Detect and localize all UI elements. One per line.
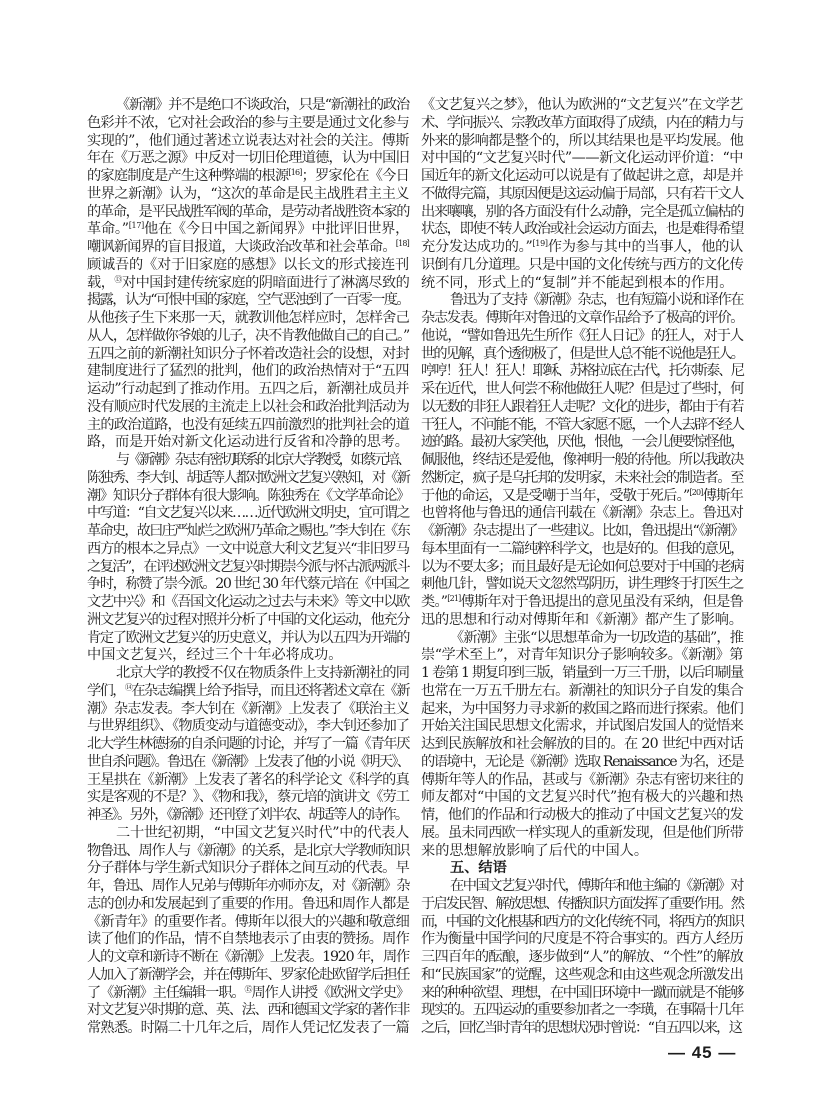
text-line: 以为不要太多；而且最好是无论如何总要对于中国的老病 [421,558,744,575]
text-line: 的革命，是平民战胜军阀的革命，是劳动者战胜资本家的 [87,203,410,220]
paragraph [421,878,743,1038]
text-line: 之后，回忆当时青年的思想状况时曾说：“自五四以来，这 [421,1020,742,1036]
text-line: 国近年的新文化运动可以说是有了做起讲之意，却是并 [421,168,743,184]
text-line: 主的政治道路，也没有延续五四前激烈的批判社会的道 [87,416,409,433]
text-line: 运动”行动起到了推动作用。五四之后，新潮社成员并 [87,381,409,397]
text-line: 西方的根本之异点》一文中说意大利文艺复兴“非旧罗马 [87,540,409,557]
text-line: 也曾将他与鲁迅的通信刊载在《新潮》杂志上。鲁迅对 [421,505,743,522]
text-line: 《新潮》并不是绝口不谈政治，只是“新潮社的政治 [116,97,409,113]
text-line: 类。”[21]傅斯年对于鲁迅提出的意见虽没有采纳，但是鲁 [421,594,743,610]
text-line: 他说，“譬如鲁迅先生所作《狂人日记》的狂人，对于人 [421,327,743,344]
text-line: 的语境中，无论是《新潮》选取 Renaissance 为名，还是 [421,753,743,770]
text-line: 《新潮》杂志提出了一些建议。比如，鲁迅提出“《新潮》 [421,523,743,539]
text-line: 肯定了欧洲文艺复兴的历史意义，并认为以五四为开端的 [87,629,410,646]
text-line: 实现的”，他们通过著述立说表达对社会的关注。傅斯 [87,132,409,149]
text-line: 来的种种欲望、理想，在中国旧环境中一蹴而就是不能够 [421,984,744,1001]
text-line: 从人，怎样做你爷娘的儿子，决不肯教他做自己的自己。” [87,327,409,344]
citation-marker: ⑭ [124,682,132,692]
text-line: 了《新潮》主任编辑一职。⑮周作人讲授《欧洲文学史》 [87,984,409,1001]
text-line: 载，⑬对中国封建传统家庭的阴暗面进行了淋漓尽致的 [87,274,410,291]
text-line: 与《新潮》杂志有密切联系的北京大学教授，如蔡元培、 [116,452,409,468]
text-line: 作为衡量中国学问的尺度是不符合事实的。西方人经历 [421,931,743,948]
text-line: 师友都对“中国的文艺复兴时代”抱有极大的兴趣和热 [421,789,743,806]
text-line: 色彩并不浓，它对社会政治的参与主要是通过文化参与 [87,114,409,131]
text-line: 充分发达成功的。”[19]作为参与其中的当事人，他的认 [421,239,743,255]
text-line: 三四百年的酝酿，逐步做到“人”的解放、“个性”的解放 [421,949,743,965]
text-line: 潮》杂志发表。李大钊在《新潮》上发表了《联治主义 [87,700,409,717]
page-number: — 45 — [668,1043,737,1062]
text-line: 北京大学的教授不仅在物质条件上支持新潮社的同 [116,665,409,681]
text-line: 路，而是开始对新文化运动进行反省和冷静的思考。 [87,434,409,451]
text-line: 然断定，疯子是乌托邦的发明家，未来社会的制造者。至 [421,469,744,486]
text-line: 洲文艺复兴的过程对照并分析了中国的文化运动，他充分 [87,611,410,628]
text-line: 年在《万恶之源》中反对一切旧伦理道德，认为中国旧 [87,150,409,167]
citation-marker: ⑮ [244,984,252,994]
text-line: 干狂人，不问能不能，不管大家愿不愿，一个人去辟不经人 [421,416,744,433]
paragraph [421,630,743,861]
text-line: 出来嚷嚷，别的各方面没有什么动静，完全是孤立偏枯的 [421,203,744,220]
paragraph [421,292,743,629]
text-line: 神圣》。另外，《新潮》还刊登了刘半农、胡适等人的诗作。 [87,807,408,823]
text-line: 北大学生林德扬的自杀问题的讨论，并写了一篇《青年厌 [87,736,410,752]
text-line: 之复活”，在评述欧洲文艺复兴时期崇今派与怀古派两派斗 [87,558,409,575]
text-line: 争时，称赞了崇今派。20 世纪 30 年代蔡元培在《中国之 [87,576,409,593]
citation-marker: ⑬ [114,274,122,284]
text-line: 陈独秀、李大钊、胡适等人都对欧洲文艺复兴熟知，对《新 [87,469,410,486]
text-line: 常熟悉。时隔二十几年之后，周作人凭记忆发表了一篇 [87,1020,409,1036]
text-line: 在中国文艺复兴时代，傅斯年和他主编的《新潮》对 [450,878,743,894]
text-line: 状态，即使不转人政治或社会运动方面去，也是难得希望 [421,221,744,238]
text-line: 从他孩子生下来那一天，就教训他怎样应时，怎样舍己 [87,310,409,326]
text-line: 杂志发表。傅斯年对鲁迅的文章作品给予了极高的评价。 [421,310,744,326]
text-line: 于启发民智、解放思想、传播知识方面发挥了重要作用。然 [421,895,744,912]
text-line: 对文艺复兴时期的意、英、法、西和德国文学家的著作非 [87,1002,410,1019]
text-line: 中国文艺复兴，经过三个十年必将成功。 [87,647,343,664]
paragraph [87,452,409,665]
paragraph [87,825,409,1038]
text-line: 识倒有几分道理。只是中国的文化传统与西方的文化传 [421,256,743,273]
text-line: 鲁迅为了支持《新潮》杂志，也有短篇小说和译作在 [450,292,743,309]
text-line: 达到民族解放和社会解放的目的。在 20 世纪中西对话 [421,736,743,752]
text-line: 潮》知识分子群体有很大影响。陈独秀在《文学革命论》 [87,487,410,504]
text-line: 采在近代，世人何尝不称他做狂人呢？但是过了些时，何 [421,381,744,397]
text-line: 佩服他，终结还是爱他，像神明一般的待他。所以我敢决 [421,452,744,468]
text-line: 革命。”[17]他在《今日中国之新闻界》中批评旧世界， [87,221,409,238]
text-line: 物鲁迅、周作人与《新潮》的关系，是北京大学教师知识 [87,842,410,859]
text-line: 读了他们的作品，情不自禁地表示了由衷的赞扬。周作 [87,931,409,948]
text-line: 革命史，故曰庄严灿烂之欧洲乃革命之赐也。”李大钊在《东 [87,523,409,539]
text-line: 情，他们的作品和行动极大的推动了中国文艺复兴的发 [421,807,743,823]
text-line: 不做得完篇，其原因便是这运动偏于局部，只有若干文人 [421,185,744,202]
citation-marker: [19] [532,239,548,248]
text-line: 和“民族国家”的觉醒，这些观念和由这些观念所激发出 [421,966,743,983]
text-line: 刺他几针，譬如说天文忽然骂阴历，讲生理终于打医生之 [421,576,744,593]
citation-marker: [18] [395,239,409,248]
text-line: 实是客观的不是？》、《物和我》，蔡元培的演讲文《劳工 [87,789,409,806]
text-line: 迅的思想和行动对傅斯年和《新潮》都产生了影响。 [421,611,743,628]
citation-marker: [16] [288,168,302,177]
right-text-column [421,97,743,1038]
text-line: 对中国的“文艺复兴时代”——新文化运动评价道：“中 [421,150,743,167]
text-line: 世的见解，真个透彻极了，但是世人总不能不说他是狂人。 [421,345,744,362]
text-line: 嘲讽新闻界的盲目报道，大谈政治改革和社会革命。[18] [87,239,409,255]
text-line: 志的创办和发展起到了重要的作用。鲁迅和周作人都是 [87,895,409,912]
text-line: 展。虽未同西欧一样实现人的重新发现，但是他们所带 [421,824,743,841]
text-line: 文艺中兴》和《吾国文化运动之过去与未来》等文中以欧 [87,594,410,610]
text-line: 二十世纪初期，“中国文艺复兴时代”中的代表人 [116,824,409,841]
text-line: 以无数的非狂人跟着狂人走呢？文化的进步，都由于有若 [421,398,744,415]
paragraph [87,665,409,825]
paragraph [87,97,409,452]
text-line: 学们，⑭在杂志编撰上给予指导，而且还将著述文章在《新 [87,682,409,699]
text-line: 人加入了新潮学会，并在傅斯年、罗家伦赴欧留学后担任 [87,966,410,983]
text-line: 于他的命运，又是受嘲于当年，受敬于死后。”[20]傅斯年 [421,487,743,504]
text-line: 五四之前的新潮社知识分子怀着改造社会的设想，对封 [87,345,409,362]
text-line: 年，鲁迅、周作人兄弟与傅斯年亦师亦友，对《新潮》杂 [87,878,410,894]
text-line: 分子群体与学生新式知识分子群体之间互动的代表。早 [87,860,409,877]
text-line: 中写道：“自文艺复兴以来……近代欧洲文明史，宜可谓之 [87,505,409,522]
text-line: 每本里面有一二篇纯粹科学文，也是好的。但我的意见， [421,540,744,557]
text-line: 哼哼！狂人！狂人！耶稣、苏格拉底在古代，托尔斯泰、尼 [421,363,744,380]
text-line: 1 卷第 1 期复印到三版，销量到一万三千册，以后印刷量 [421,665,743,681]
text-line: 《新青年》的重要作者。傅斯年以很大的兴趣和敬意细 [87,913,409,930]
text-line: 人的文章和新诗不断在《新潮》上发表。1920 年，周作 [87,949,409,965]
text-line: 没有顺应时代发展的主流走上以社会和政治批判活动为 [87,398,409,415]
text-line: 《新潮》主张“以思想革命为一切改造的基础”，推 [450,629,743,646]
text-line: 也常在一万五千册左右。新潮社的知识分子自发的集合 [421,682,743,699]
text-line: 的家庭制度是产生这种弊端的根源[16]；罗家伦在《今日 [87,168,409,184]
text-line: 而，中国的文化根基和西方的文化传统不同，将西方的知识 [421,913,744,930]
left-text-column [87,97,409,1038]
section-heading [421,860,743,878]
text-line: 傅斯年等人的作品，甚或与《新潮》杂志有密切来往的 [421,771,743,788]
heading-text: 五、结语 [450,860,507,877]
paragraph [421,97,743,292]
text-line: 术、学问振兴、宗教改革方面取得了成绩，内在的精力与 [421,114,744,131]
citation-marker: [20] [689,487,703,497]
text-line: 王星拱在《新潮》上发表了著名的科学论文《科学的真 [87,771,409,788]
text-line: 迹的路。最初大家笑他，厌他，恨他，一会儿便要惊怪他， [421,434,744,451]
text-line: 建制度进行了猛烈的批判，他们的政治热情对于“五四 [87,363,409,380]
text-line: 来的思想解放影响了后代的中国人。 [421,842,649,859]
text-line: 世自杀问题》。鲁迅在《新潮》上发表了他的小说《明天》、 [87,753,409,770]
text-line: 与世界组织》、《物质变动与道德变动》，李大钊还参加了 [87,718,409,735]
text-line: 外来的影响都是整个的，所以其结果也是平均发展。他 [421,132,743,149]
text-line: 世界之新潮》认为，“这次的革命是民主战胜君主主义 [87,185,409,202]
text-line: 崇“学术至上”，对青年知识分子影响较多。《新潮》第 [421,647,743,664]
text-line: 起来，为中国努力寻求新的救国之路而进行探索。他们 [421,700,743,717]
text-line: 统不同，形式上的“复制”并不能起到根本的作用。 [421,274,734,291]
text-line: 顾诚吾的《对于旧家庭的感想》以长文的形式接连刊 [87,256,409,273]
text-line: 现实的。五四运动的重要参加者之一李璜，在事隔十几年 [421,1002,744,1019]
text-line: 《文艺复兴之梦》，他认为欧洲的“文艺复兴”在文学艺 [421,97,743,113]
text-line: 揭露，认为“可恨中国的家庭，空气恶浊到了一百零一度。 [87,292,409,309]
text-line: 开始关注国民思想文化需求，并试图启发国人的觉悟来 [421,718,743,735]
citation-marker: [21] [447,594,461,603]
citation-marker: [17] [128,221,144,231]
